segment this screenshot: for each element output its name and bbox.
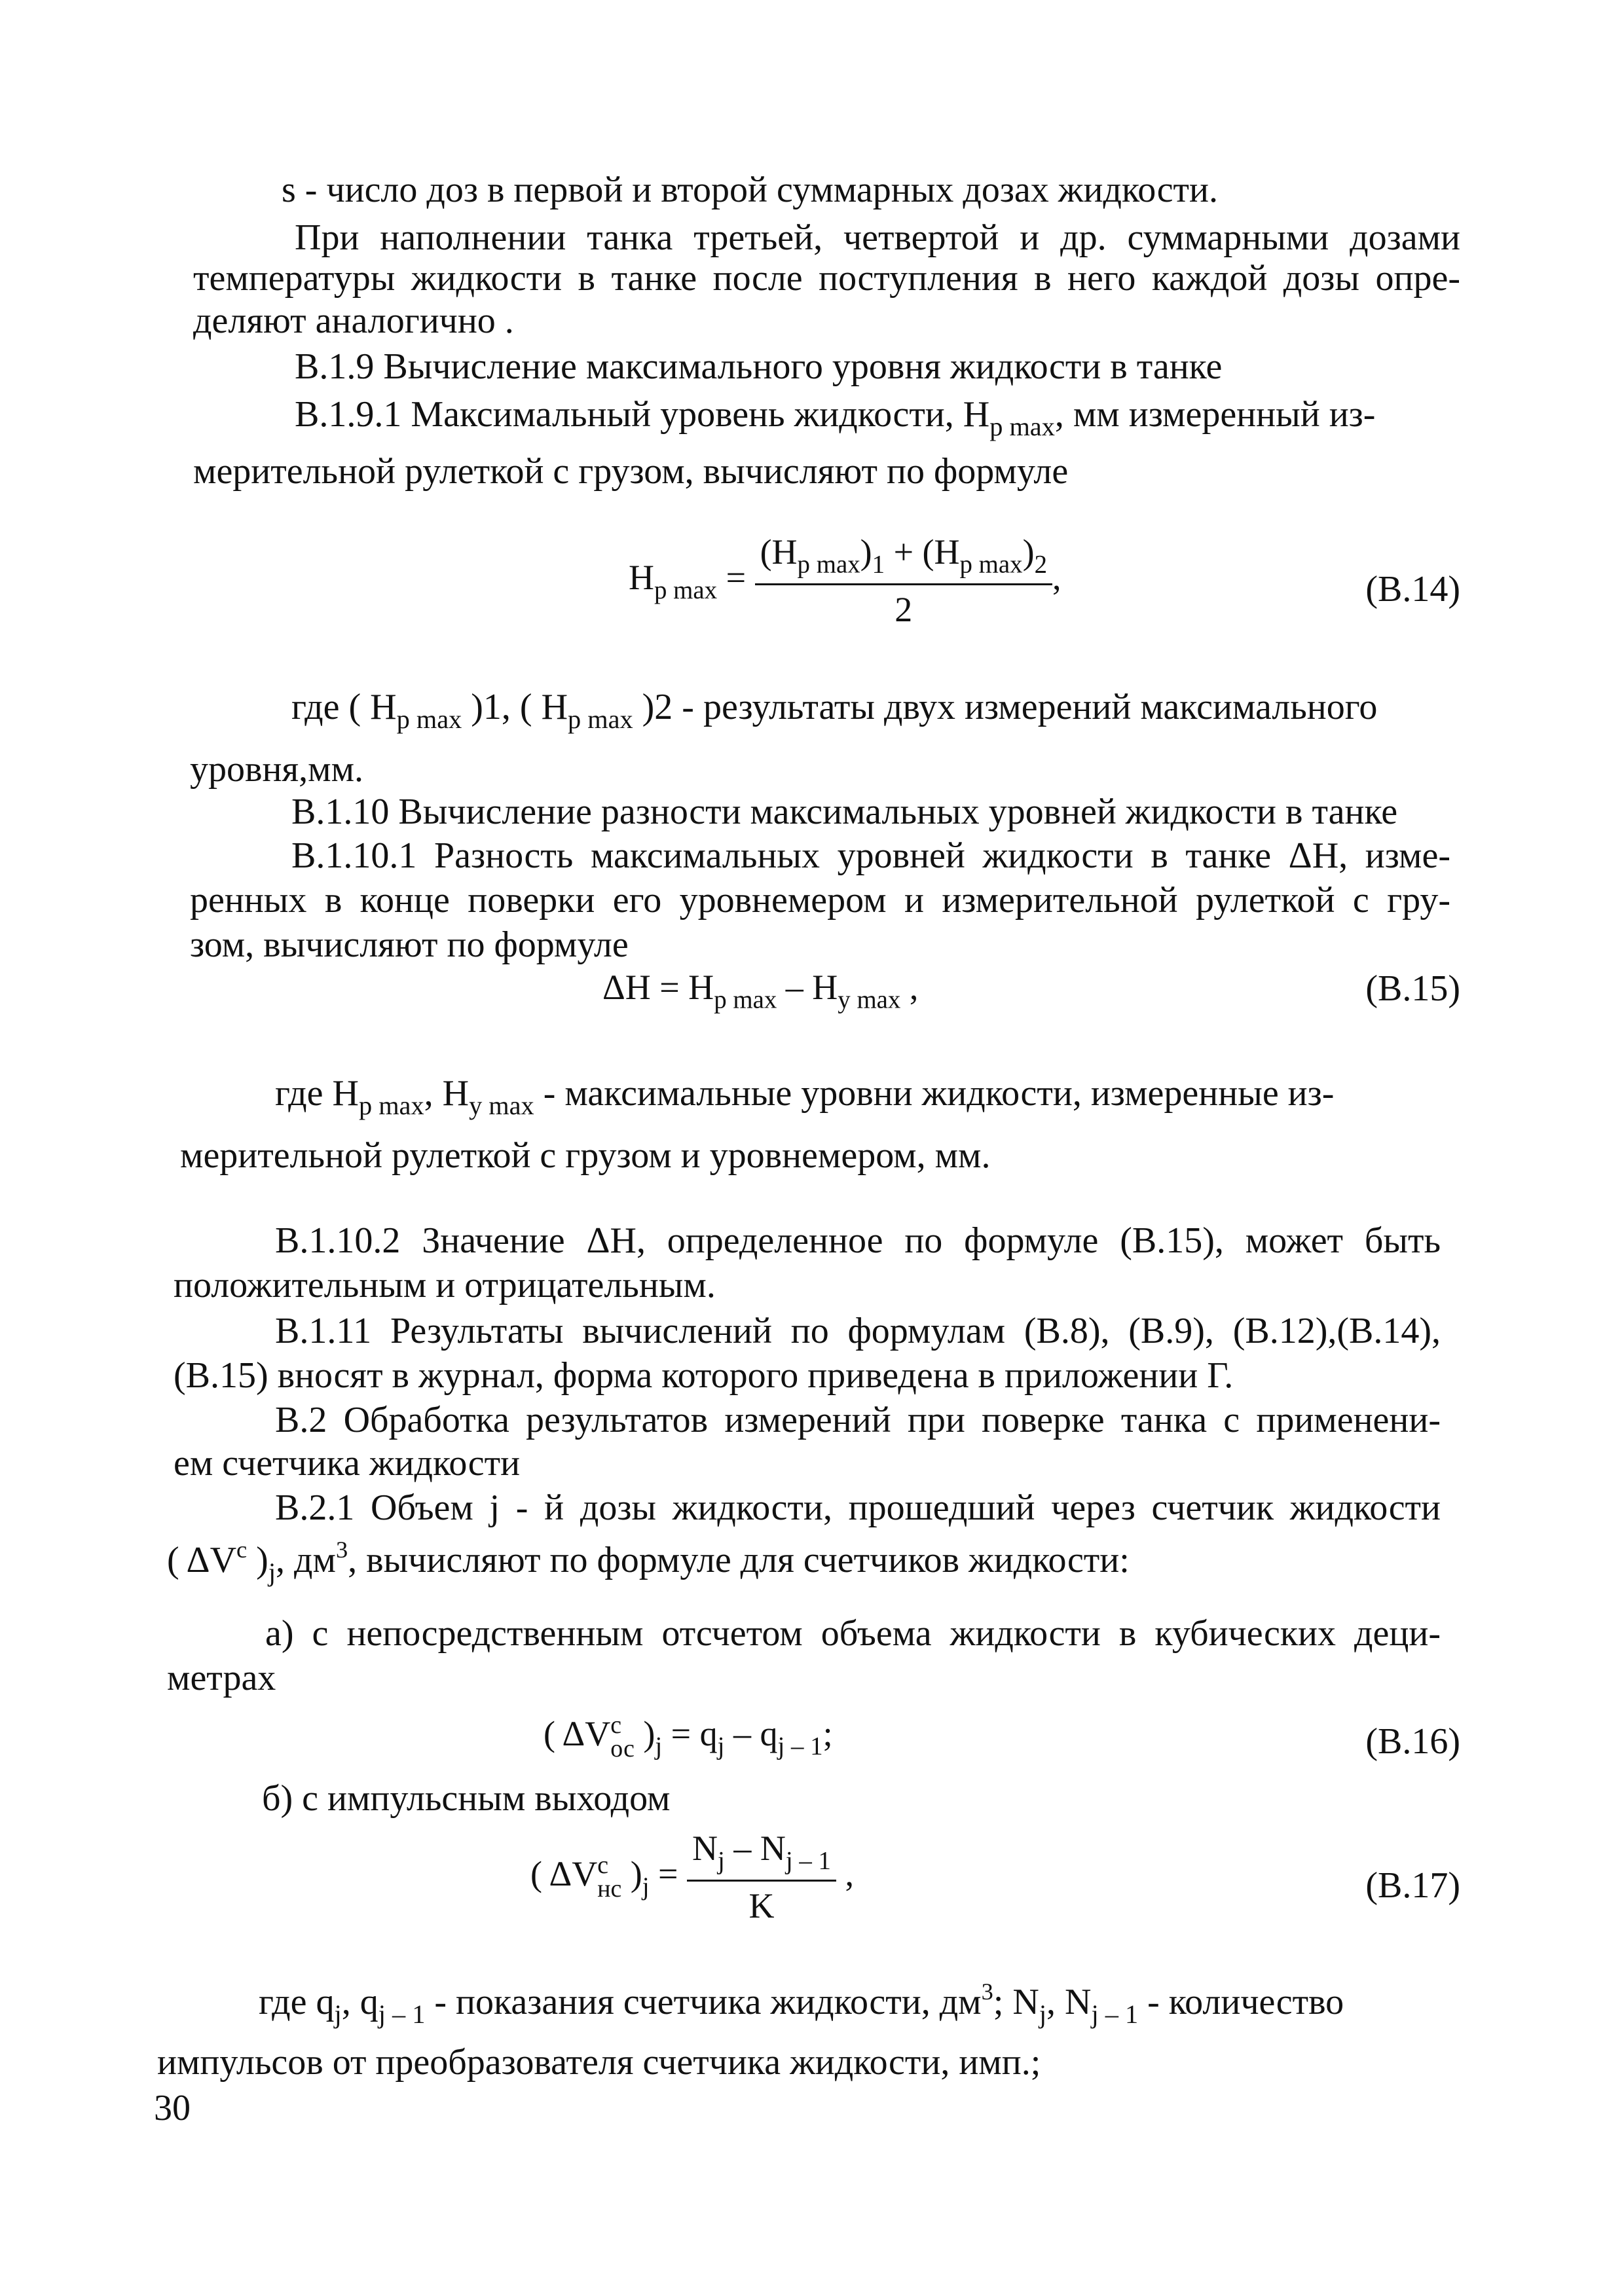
text-line: положительным и отрицательным. xyxy=(174,1265,716,1305)
text-line: При наполнении танка третьей, четвертой и др. суммарными дозами xyxy=(295,217,1460,258)
text-line: ренных в конце поверки его уровнемером и измерительной рулеткой с гру- xyxy=(190,880,1450,920)
text-line: метрах xyxy=(167,1658,276,1698)
text-line: мерительной рулеткой с грузом и уровнемером, мм. xyxy=(180,1135,991,1176)
text-line: В.1.10.1 Разность максимальных уровней жидкости в танке ΔH, изме- xyxy=(291,835,1450,876)
formula-b15: $\Delta H = H_{p max} - H_{y max}$ , xyxy=(602,968,919,1014)
section-heading: В.2 Обработка результатов измерений при поверке танка с применени- xyxy=(275,1400,1441,1440)
text-line: В.1.10.2 Значение ΔH, определенное по формуле (В.15), может быть xyxy=(275,1220,1441,1261)
equation-number: (В.15) xyxy=(1365,968,1460,1009)
formula-b16: ( ΔV c ос )$_j = q_j - q_{j - 1}$; xyxy=(544,1711,833,1762)
equation-number: (В.17) xyxy=(1365,1865,1460,1906)
text-line: В.1.9.1 Максимальный уровень жидкости, $H_{p max}$, мм измеренный из- xyxy=(295,394,1376,442)
text-line: В.2.1 Объем j - й дозы жидкости, прошедший через счетчик жидкости xyxy=(275,1487,1441,1528)
formula-b17: ( ΔV c нс )$_j$ = $\frac{N_j - N_{j - 1}}{K}$ , xyxy=(530,1827,854,1929)
text-line: s - число доз в первой и второй суммарных дозах жидкости. xyxy=(282,170,1218,210)
text-line: В.1.11 Результаты вычислений по формулам (В.8), (В.9), (В.12),(В.14), xyxy=(275,1311,1441,1351)
text-line: зом, вычисляют по формуле xyxy=(190,924,629,965)
text-line: (В.15) вносят в журнал, форма которого приведена в приложении Г. xyxy=(174,1355,1234,1396)
equation-number: (В.16) xyxy=(1365,1721,1460,1762)
text-line: температуры жидкости в танке после поступления в него каждой дозы опре- xyxy=(193,258,1460,299)
text-line: где ( $H_{p max}$ )1, ( $H_{p max}$ )2 - результаты двух измерений максимального xyxy=(291,687,1378,735)
text-line: б) с импульсным выходом xyxy=(262,1778,671,1819)
section-heading: В.1.10 Вычисление разности максимальных уровней жидкости в танке xyxy=(291,792,1398,832)
formula-b14: $H_{p max}$ = $\frac{(H_{p max})_1 + (H_{p max})_2}{2}$ , xyxy=(629,530,1061,632)
text-line: где $H_{p max}$, $H_{y max}$ - максимальные уровни жидкости, измеренные из- xyxy=(275,1073,1335,1121)
text-line: а) с непосредственным отсчетом объема жидкости в кубических деци- xyxy=(265,1613,1441,1654)
page-number: 30 xyxy=(154,2088,191,2128)
text-line: деляют аналогично . xyxy=(193,301,514,341)
section-heading: В.1.9 Вычисление максимального уровня жидкости в танке xyxy=(295,346,1223,387)
text-line: мерительной рулеткой с грузом, вычисляют по формуле xyxy=(193,451,1069,492)
text-line: где $q_j$, $q_{j - 1}$ - показания счетчика жидкости, $дм^3$; $N_j$, $N_{j - 1}$ - количество xyxy=(259,1978,1344,2029)
text-line: импульсов от преобразователя счетчика жидкости, имп.; xyxy=(157,2042,1041,2083)
text-line: ( $\Delta V^c$ )$_j$, $дм^3$, вычисляют по формуле для счетчиков жидкости: xyxy=(167,1537,1130,1587)
equation-number: (В.14) xyxy=(1365,569,1460,610)
text-line: уровня,мм. xyxy=(190,749,364,790)
section-heading: ем счетчика жидкости xyxy=(174,1443,521,1484)
